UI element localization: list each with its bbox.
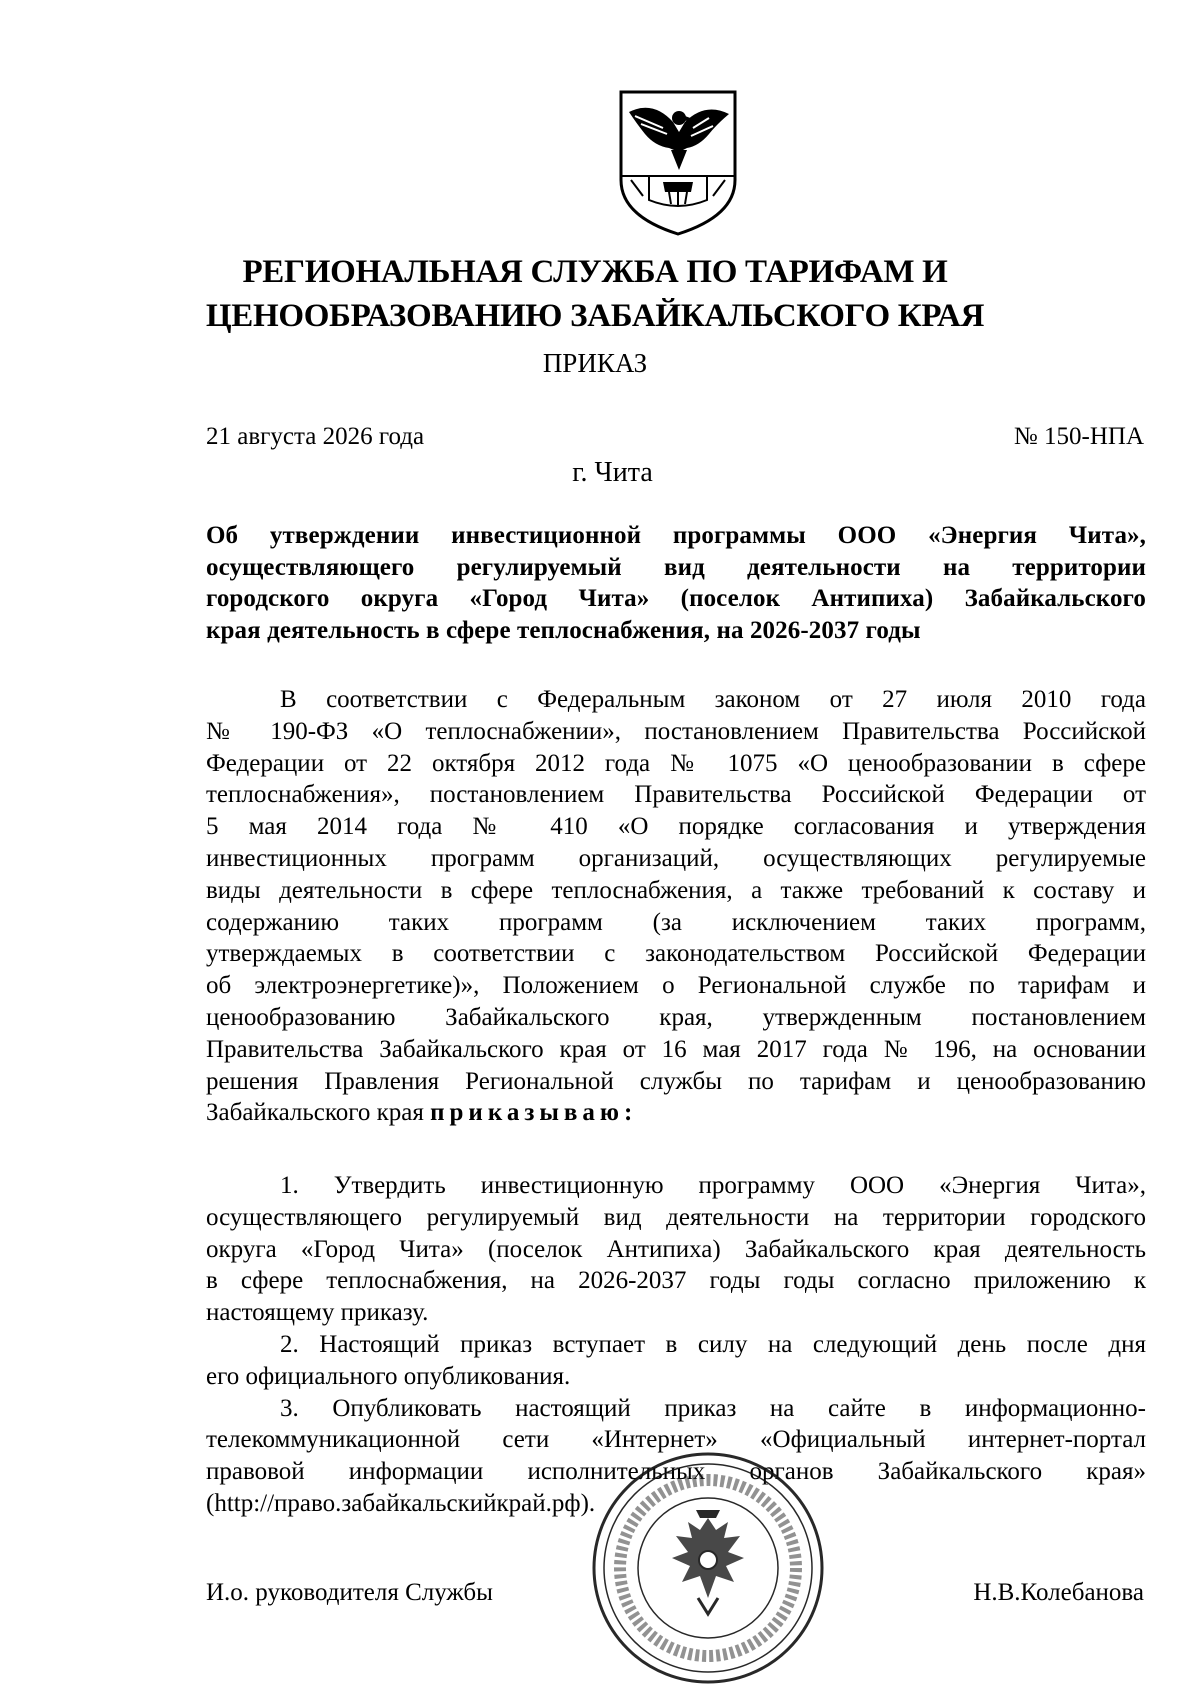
order-item-1	[206, 1170, 1146, 1329]
authority-title-line-1: РЕГИОНАЛЬНАЯ СЛУЖБА ПО ТАРИФАМ И	[242, 254, 948, 290]
item-line: (http://право.забайкальскийкрай.рф).	[206, 1489, 596, 1517]
document-type: ПРИКАЗ	[542, 348, 648, 378]
document-date: 21 августа 2026 года	[206, 423, 425, 450]
subject-line: Об утверждении инвестиционной программы ООО «Энергия Чита»,	[206, 522, 1146, 549]
preamble-line: решения Правления Региональной службы по тарифам и ценообразованию	[206, 1067, 1146, 1095]
issuing-authority-title	[150, 250, 1040, 338]
document-city: г. Чита	[572, 457, 653, 488]
order-word: приказываю:	[430, 1099, 638, 1127]
official-seal-stamp	[588, 1448, 828, 1688]
item-line: 3. Опубликовать настоящий приказ на сайте в информационно-	[280, 1394, 1146, 1422]
document-number: № 150-НПА	[1013, 423, 1144, 450]
preamble-line: об электроэнергетике)», Положением о Региональной службе по тарифам и	[206, 972, 1146, 1000]
preamble-line: инвестиционных программ организаций, осуществляющих регулируемые	[206, 844, 1146, 872]
preamble-line: утверждаемых в соответствии с законодательством Российской Федерации	[206, 940, 1146, 968]
preamble-paragraph	[206, 684, 1146, 1129]
item-line: в сфере теплоснабжения, на 2026-2037 годы годы согласно приложению к	[206, 1267, 1146, 1295]
subject-line: городского округа «Город Чита» (поселок Антипиха) Забайкальского	[206, 585, 1146, 612]
item-line: 2. Настоящий приказ вступает в силу на следующий день после дня	[280, 1330, 1146, 1358]
order-item-2	[206, 1329, 1146, 1393]
preamble-line: содержанию таких программ (за исключением таких программ,	[206, 908, 1146, 936]
preamble-line: 5 мая 2014 года № 410 «О порядке согласования и утверждения	[206, 813, 1146, 841]
document-subject	[206, 520, 1146, 646]
authority-title-line-2: ЦЕНООБРАЗОВАНИЮ ЗАБАЙКАЛЬСКОГО КРАЯ	[205, 298, 985, 334]
item-line: осуществляющего регулируемый вид деятельности на территории городского	[206, 1203, 1146, 1231]
preamble-line: теплоснабжения», постановлением Правительства Российской Федерации от	[206, 781, 1146, 809]
subject-line: осуществляющего регулируемый вид деятельности на территории	[206, 553, 1146, 581]
preamble-line: виды деятельности в сфере теплоснабжения, а также требований к составу и	[206, 876, 1146, 904]
item-line: настоящему приказу.	[206, 1299, 429, 1327]
preamble-last-line	[206, 1097, 1146, 1129]
preamble-line-start: Забайкальского края	[206, 1099, 431, 1127]
subject-line: края деятельность в сфере теплоснабжения, на 2026-2037 годы	[206, 616, 921, 644]
preamble-line: № 190-ФЗ «О теплоснабжении», постановлением Правительства Российской	[206, 717, 1146, 745]
preamble-line: Правительства Забайкальского края от 16 мая 2017 года № 196, на основании	[206, 1035, 1146, 1063]
preamble-line: Федерации от 22 октября 2012 года № 1075 «О ценообразовании в сфере	[206, 749, 1146, 777]
signatory-position: И.о. руководителя Службы	[206, 1579, 493, 1606]
item-line: телекоммуникационной сети «Интернет» «Официальный интернет-портал	[206, 1426, 1146, 1454]
item-line: правовой информации исполнительных органов Забайкальского края»	[206, 1458, 1146, 1486]
coat-of-arms-emblem	[613, 88, 743, 236]
preamble-line: ценообразованию Забайкальского края, утвержденным постановлением	[206, 1003, 1146, 1031]
item-line: округа «Город Чита» (поселок Антипиха) Забайкальского края деятельность	[206, 1235, 1146, 1263]
signatory-name: Н.В.Колебанова	[973, 1579, 1144, 1606]
item-line: его официального опубликования.	[206, 1362, 571, 1390]
preamble-line: В соответствии с Федеральным законом от 27 июля 2010 года	[280, 686, 1146, 713]
item-line: 1. Утвердить инвестиционную программу ООО «Энергия Чита»,	[280, 1172, 1146, 1199]
